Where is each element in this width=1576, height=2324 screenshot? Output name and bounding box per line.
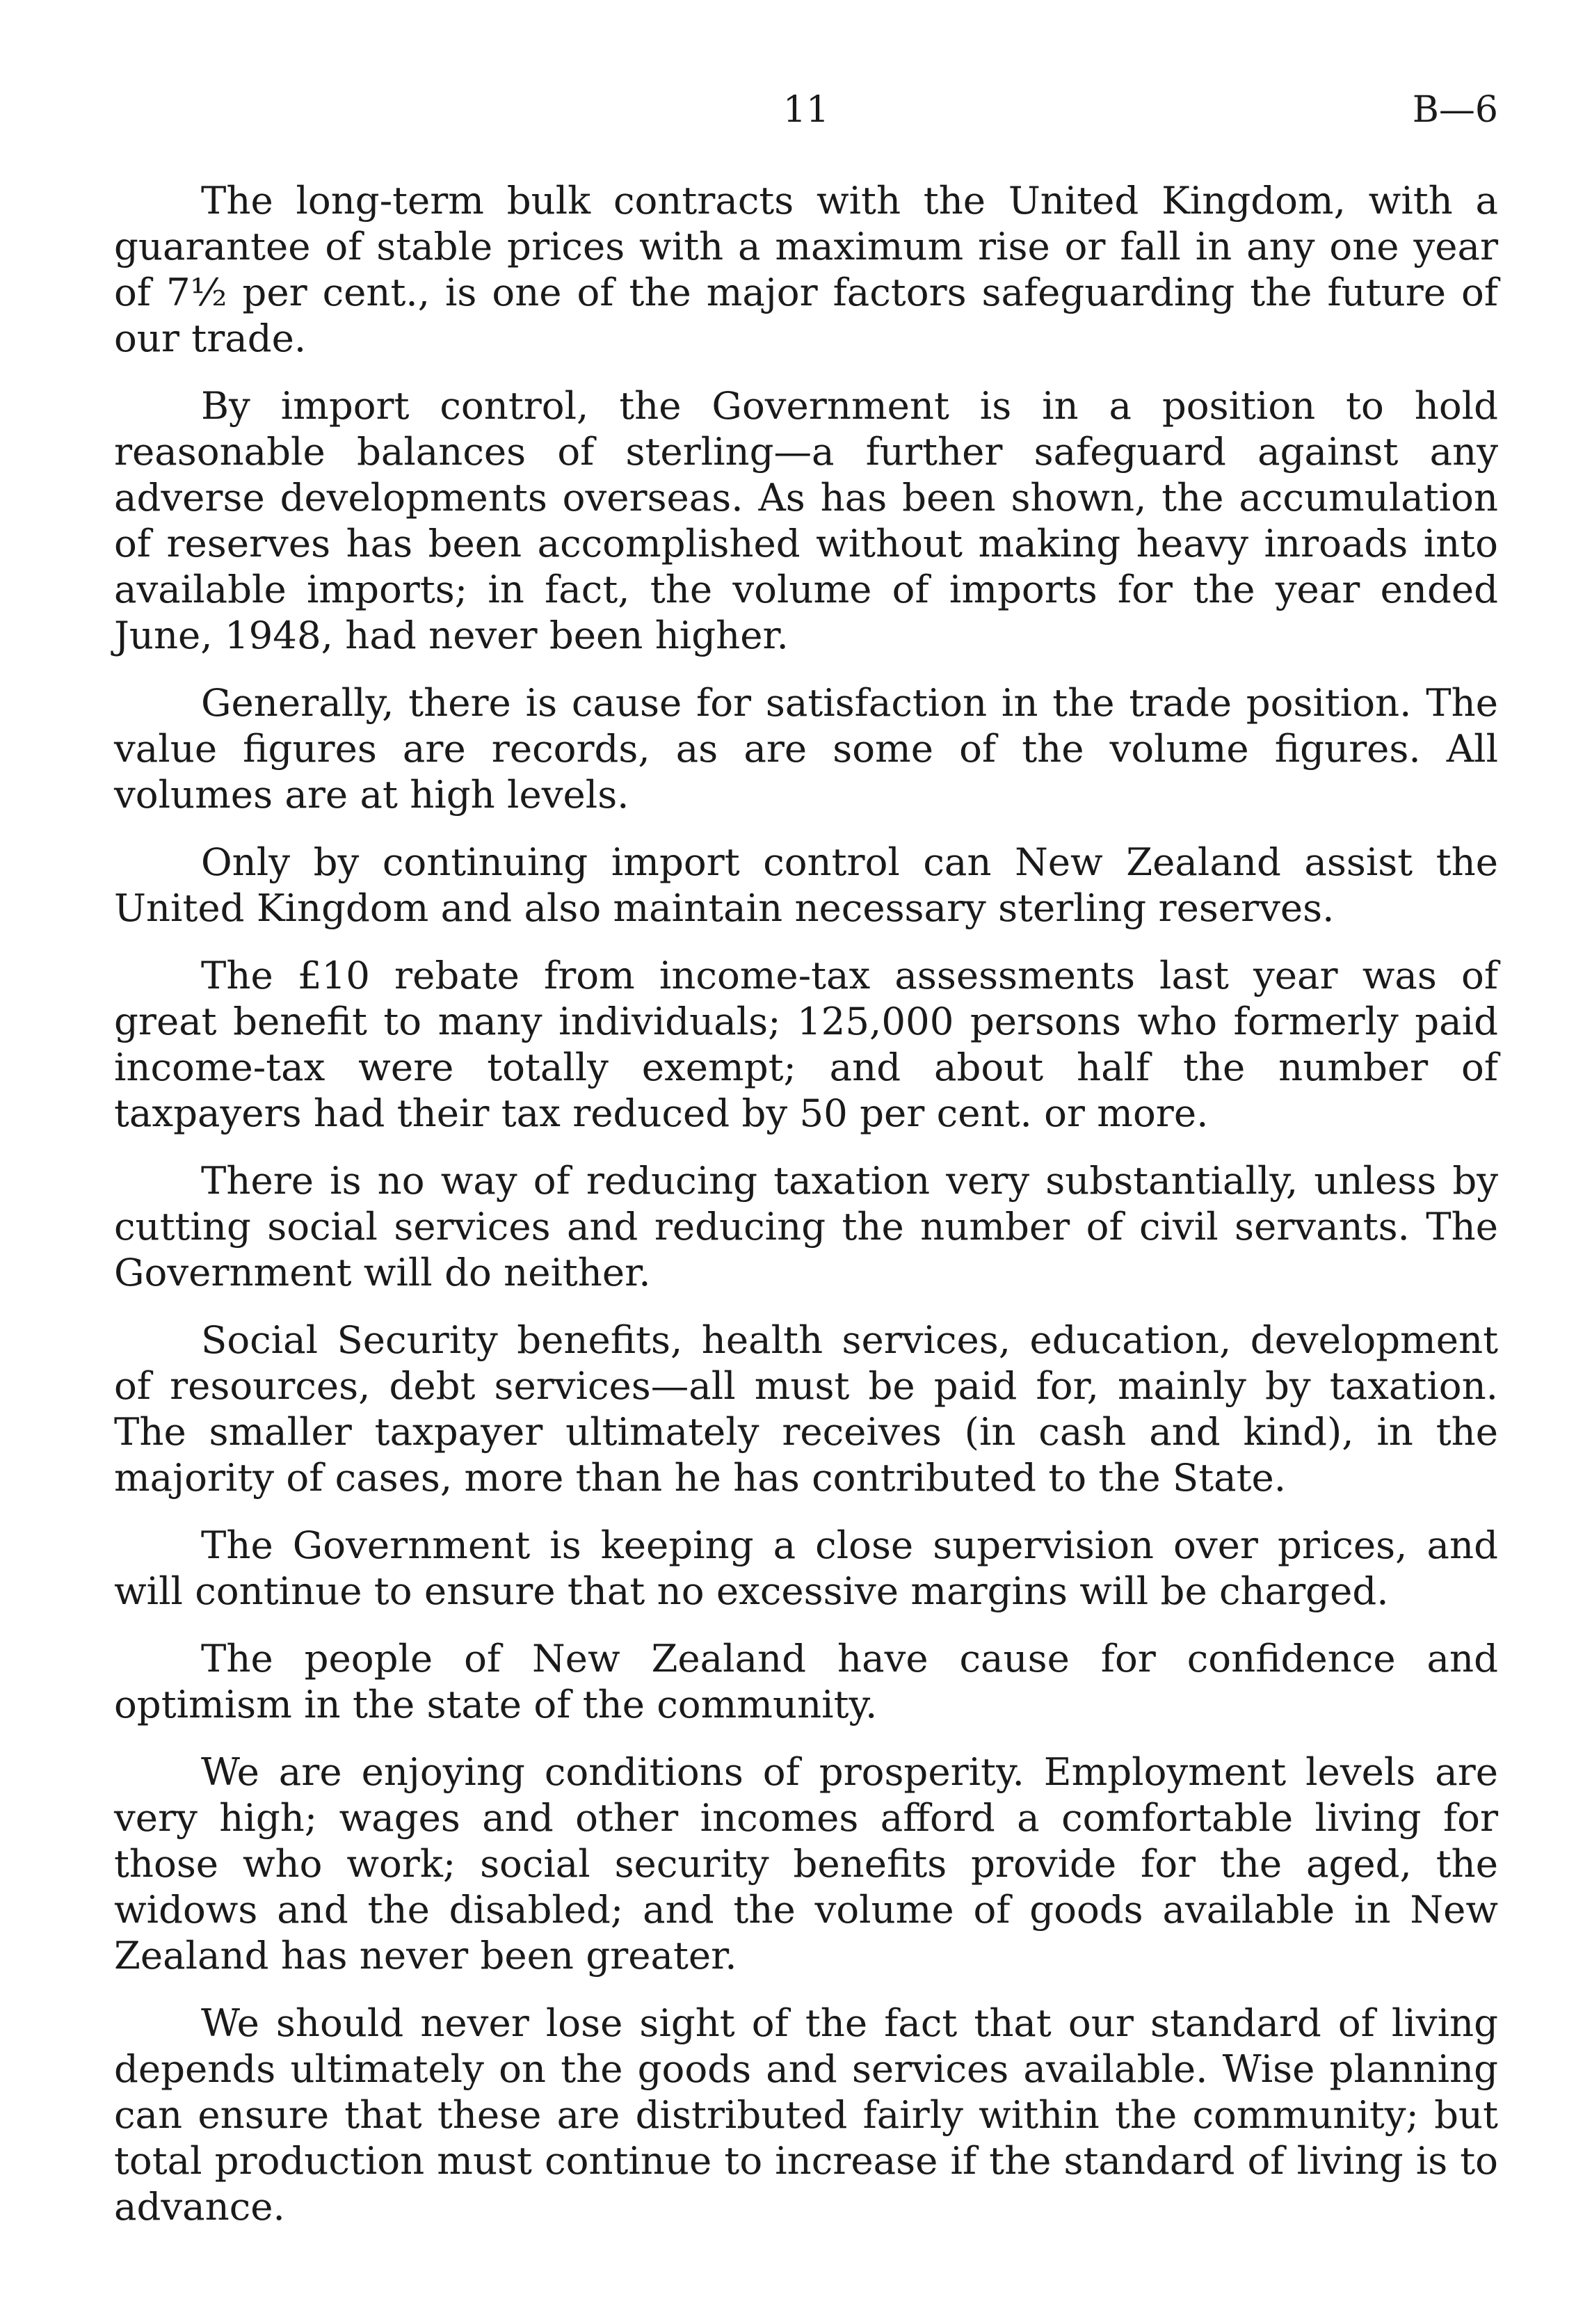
paragraph: The long-term bulk contracts with the United Kingdom, with a guarantee of stable prices with a maximum rise or fall in any one year of 7½ per cent., is one of the major factors safeguarding the future of our trade.	[114, 178, 1498, 360]
paragraph: Social Security benefits, health services, education, development of resources, debt services—all must be paid for, mainly by taxation. The smaller taxpayer ultimately receives (in cash and kind), in the majority of cases, more than he has contributed to the State.	[114, 1317, 1498, 1500]
page-number: 11	[782, 89, 830, 131]
paragraph: We should never lose sight of the fact that our standard of living depends ultimately on the goods and services available. Wise planning can ensure that these are distributed fairly within the community; but total production must continue to increase if the standard of living is to advance.	[114, 2001, 1498, 2229]
paragraph: Generally, there is cause for satisfaction in the trade position. The value figures are records, as are some of the volume figures. All volumes are at high levels.	[114, 680, 1498, 817]
page-header	[114, 82, 1498, 138]
paragraph: We are enjoying conditions of prosperity. Employment levels are very high; wages and other incomes afford a comfortable living for those who work; social security benefits provide for the aged, the widows and the disabled; and the volume of goods available in New Zealand has never been greater.	[114, 1749, 1498, 1978]
document-code: B—6	[1412, 89, 1498, 131]
paragraph: There is no way of reducing taxation very substantially, unless by cutting social services and reducing the number of civil servants. The Government will do neither.	[114, 1158, 1498, 1295]
paragraph: Only by continuing import control can New Zealand assist the United Kingdom and also maintain necessary sterling reserves.	[114, 840, 1498, 930]
paragraph: The people of New Zealand have cause for confidence and optimism in the state of the community.	[114, 1636, 1498, 1726]
paragraph: By import control, the Government is in a position to hold reasonable balances of sterling—a further safeguard against any adverse developments overseas. As has been shown, the accumulation of reserves has been accomplished without making heavy inroads into available imports; in fact, the volume of imports for the year ended June, 1948, had never been higher.	[114, 383, 1498, 657]
paragraph: The Government is keeping a close supervision over prices, and will continue to ensure that no excessive margins will be charged.	[114, 1523, 1498, 1613]
body-text	[114, 177, 1498, 2229]
paragraph: The £10 rebate from income-tax assessments last year was of great benefit to many individuals; 125,000 persons who formerly paid income-tax were totally exempt; and about half the number of taxpayers had their tax reduced by 50 per cent. or more.	[114, 953, 1498, 1135]
